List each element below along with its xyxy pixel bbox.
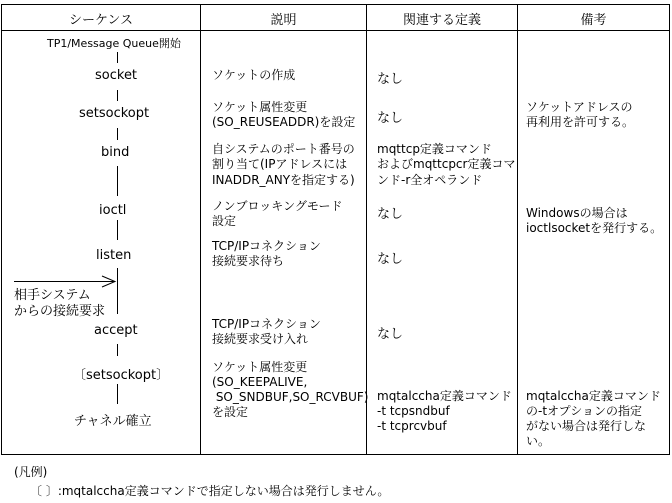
remark-opt-4: い。 bbox=[526, 434, 551, 448]
def-accept: なし bbox=[377, 327, 404, 342]
remark-ioctl-2: ioctlsocketを発行する。 bbox=[526, 221, 663, 235]
desc-accept-2: 接続要求受け入れ bbox=[212, 332, 309, 346]
desc-setsockopt-1: ソケット属性変更 bbox=[212, 100, 308, 114]
sequence-remote-line2: からの接続要求 bbox=[14, 304, 106, 319]
sequence-setsockopt-optional: 〔setsockopt〕 bbox=[73, 368, 170, 383]
def-listen: なし bbox=[377, 252, 404, 267]
desc-listen-2: 接続要求待ち bbox=[212, 254, 285, 268]
header-remarks: 備考 bbox=[580, 13, 607, 28]
def-opt-1: mqtalccha定義コマンド bbox=[377, 389, 512, 403]
desc-socket: ソケットの作成 bbox=[212, 68, 296, 82]
sequence-channel-established: チャネル確立 bbox=[74, 414, 152, 429]
sequence-socket: socket bbox=[95, 68, 138, 83]
remark-ioctl-1: Windowsの場合は bbox=[526, 206, 628, 220]
sequence-setsockopt: setsockopt bbox=[79, 106, 150, 121]
def-setsockopt: なし bbox=[377, 111, 404, 126]
def-bind-1: mqttcp定義コマンド bbox=[377, 142, 492, 156]
def-opt-2: -t tcpsndbuf bbox=[377, 404, 450, 418]
sequence-ioctl: ioctl bbox=[99, 203, 127, 218]
def-bind-2: およびmqttcpcr定義コマ bbox=[377, 157, 516, 171]
remark-setsockopt-2: 再利用を許可する。 bbox=[526, 115, 635, 129]
remark-opt-2: の-tオプションの指定 bbox=[526, 404, 642, 418]
remark-opt-1: mqtalccha定義コマンド bbox=[526, 389, 661, 403]
desc-accept-1: TCP/IPコネクション bbox=[212, 317, 321, 331]
def-bind-3: ンド-r全オペランド bbox=[377, 173, 483, 187]
def-socket: なし bbox=[377, 72, 404, 87]
sequence-start: TP1/Message Queue開始 bbox=[47, 37, 181, 50]
header-description: 説明 bbox=[270, 13, 297, 28]
desc-bind-3: INADDR_ANYを指定する) bbox=[212, 173, 355, 187]
desc-ioctl-1: ノンブロッキングモード bbox=[212, 199, 343, 213]
remark-opt-3: がない場合は発行しな bbox=[526, 419, 647, 433]
legend-item: 〔 〕:mqtalccha定義コマンドで指定しない場合は発行しません。 bbox=[30, 484, 390, 498]
desc-setsockopt-2: (SO_REUSEADDR)を設定 bbox=[212, 115, 356, 129]
desc-bind-2: 割り当て(IPアドレスには bbox=[212, 157, 348, 171]
header-sequence: シーケンス bbox=[69, 13, 133, 28]
sequence-bind: bind bbox=[101, 145, 130, 160]
header-definitions: 関連する定義 bbox=[402, 13, 481, 28]
legend-title: (凡例) bbox=[14, 465, 48, 479]
desc-opt-2: (SO_KEEPALIVE, bbox=[212, 375, 308, 389]
def-ioctl: なし bbox=[377, 207, 404, 222]
desc-ioctl-2: 設定 bbox=[212, 214, 237, 228]
desc-opt-3: SO_SNDBUF,SO_RCVBUF) bbox=[212, 390, 369, 404]
sequence-listen: listen bbox=[96, 248, 132, 263]
desc-bind-1: 自システムのポート番号の bbox=[212, 142, 355, 156]
sequence-accept: accept bbox=[94, 323, 138, 338]
desc-listen-1: TCP/IPコネクション bbox=[212, 239, 321, 253]
def-opt-3: -t tcprcvbuf bbox=[377, 419, 447, 433]
remark-setsockopt-1: ソケットアドレスの bbox=[526, 100, 633, 114]
sequence-remote-line1: 相手システム bbox=[14, 288, 91, 303]
desc-opt-1: ソケット属性変更 bbox=[212, 360, 308, 374]
desc-opt-4: を設定 bbox=[212, 405, 249, 419]
